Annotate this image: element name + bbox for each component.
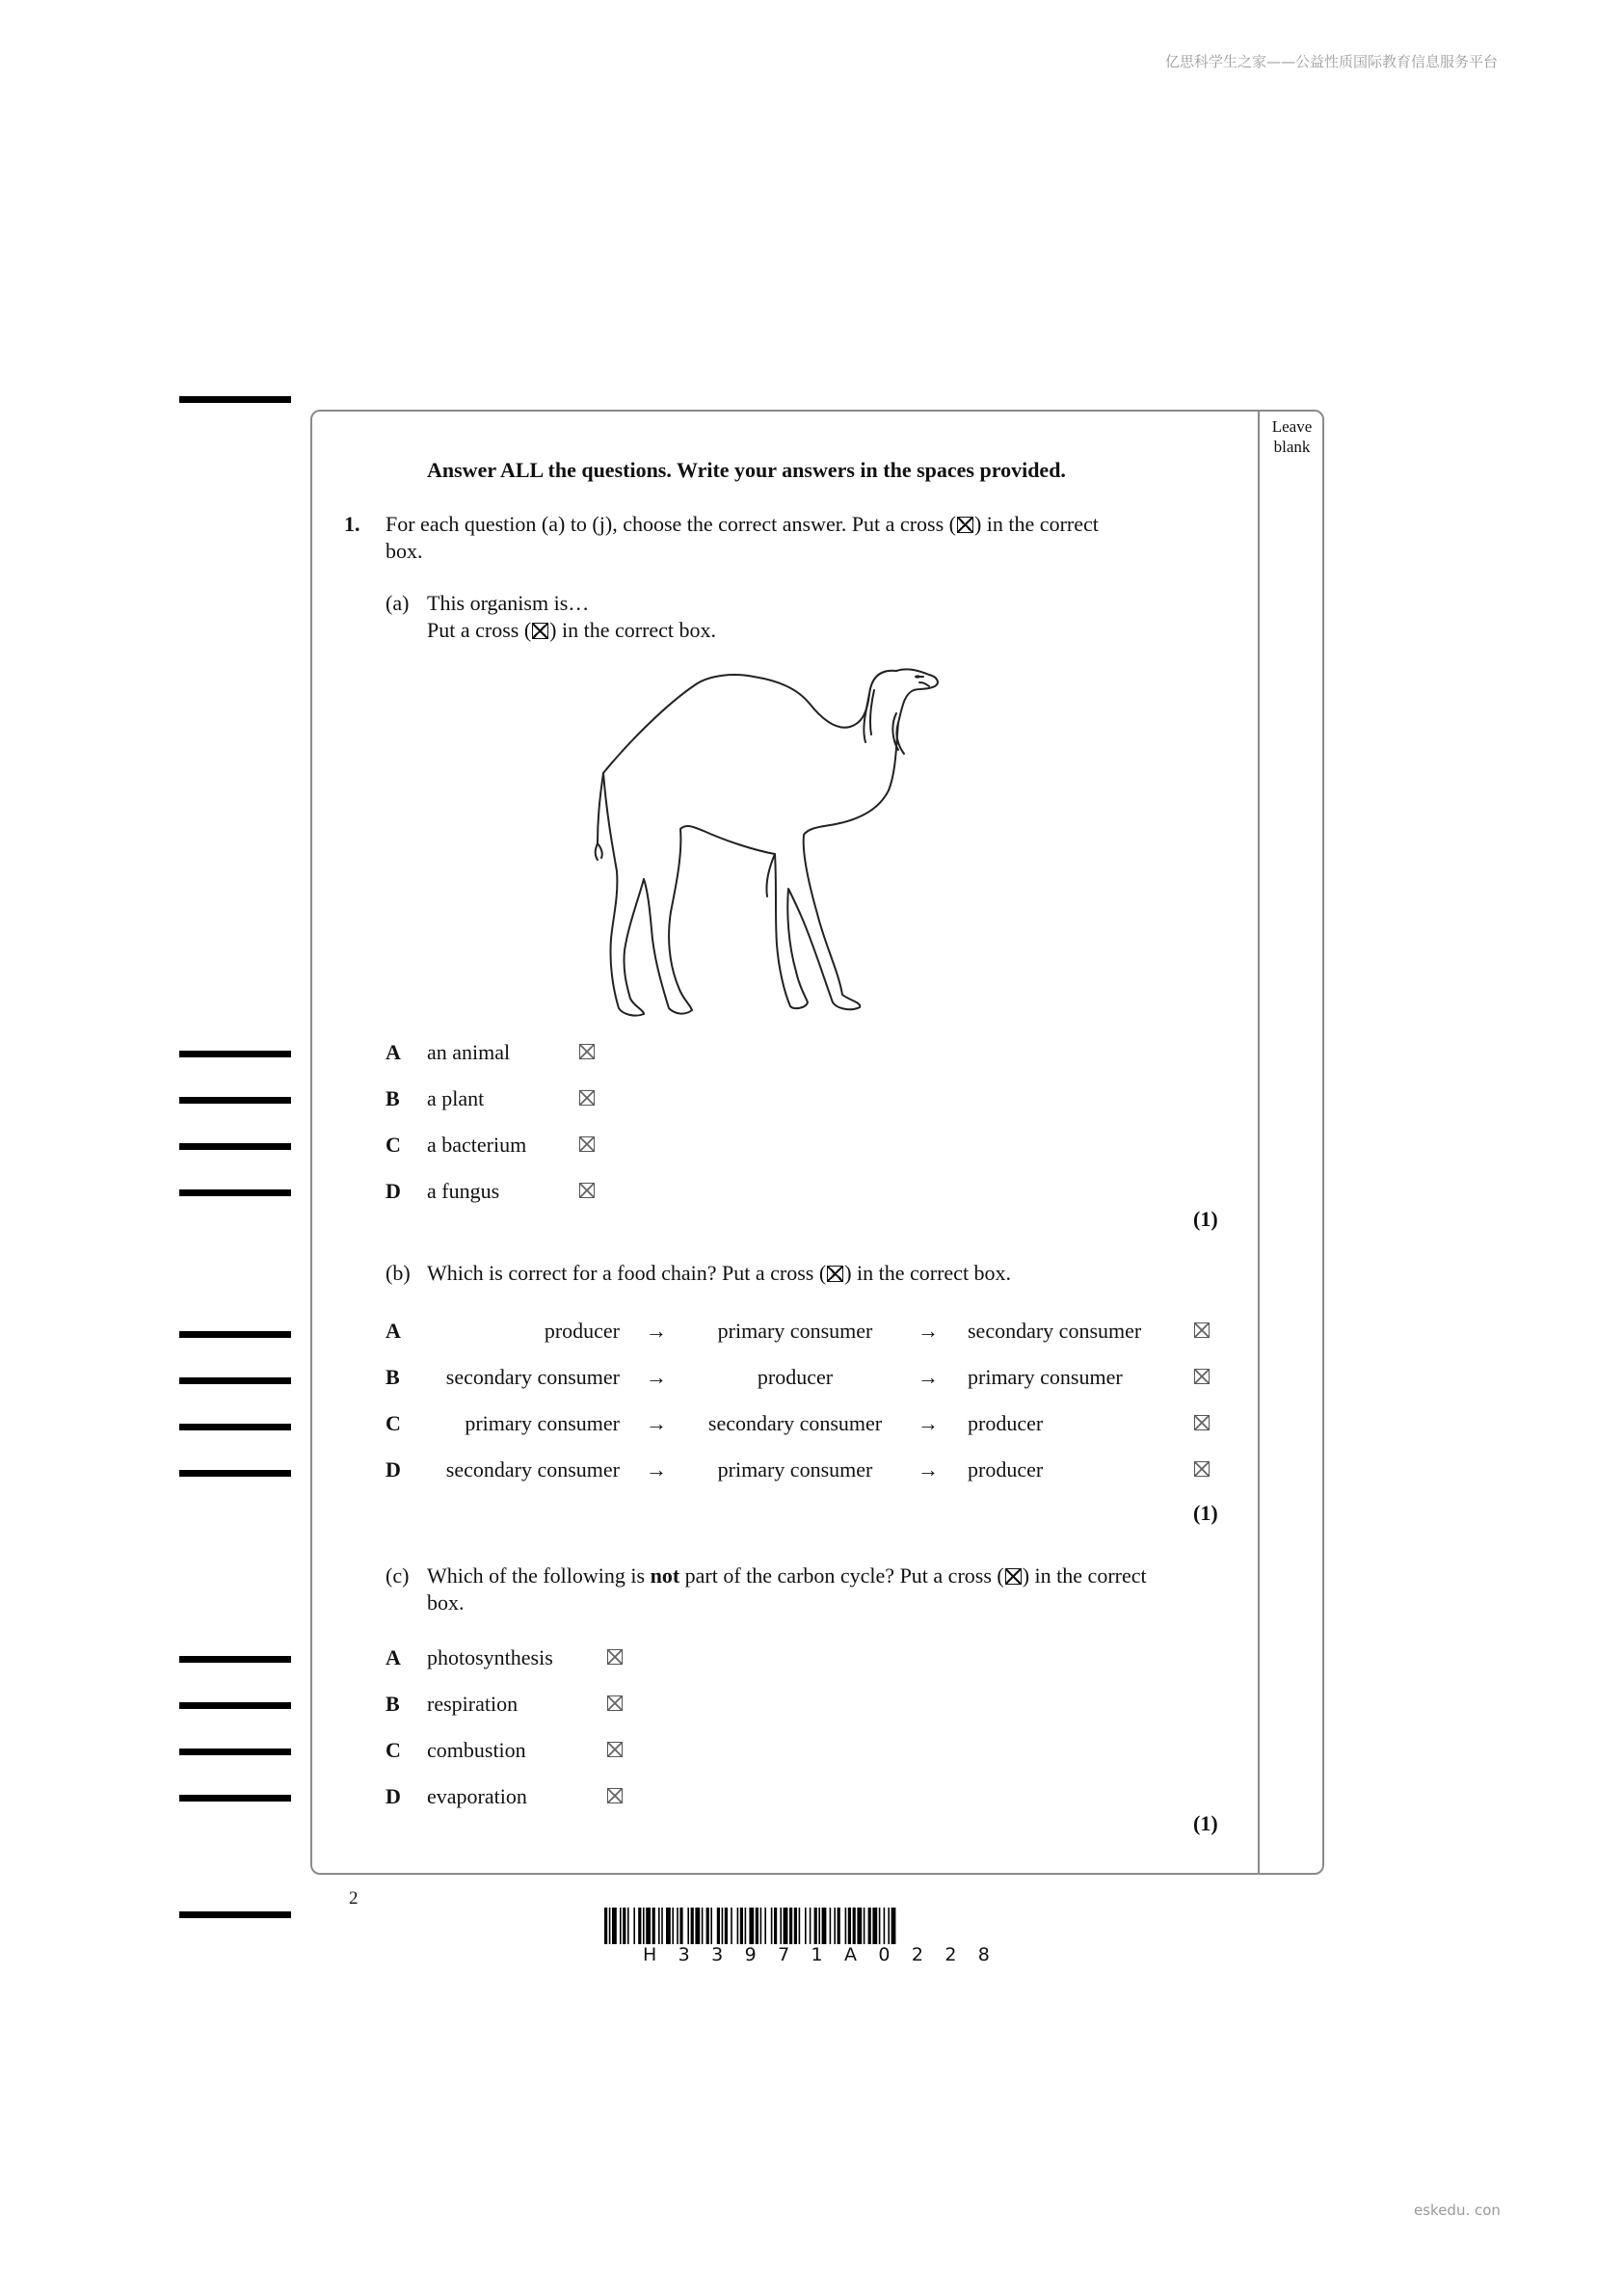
margin-tick <box>179 1424 291 1430</box>
part-c-label: (c) <box>386 1563 410 1588</box>
option-letter: A <box>386 1040 401 1064</box>
barcode-bar <box>764 1908 766 1944</box>
barcode-bar <box>643 1908 645 1944</box>
barcode-bar <box>814 1908 817 1944</box>
arrow-icon: → <box>646 1457 667 1482</box>
barcode-bar <box>658 1908 660 1944</box>
barcode-digits: H 3 3 9 7 1 A 0 2 2 8 <box>643 1944 990 1965</box>
barcode-bar <box>666 1908 671 1944</box>
barcode-bar <box>725 1908 728 1944</box>
barcode-bar <box>834 1908 836 1944</box>
chain-third: secondary consumer <box>968 1319 1142 1343</box>
barcode-bar <box>679 1908 682 1944</box>
barcode-bar <box>879 1908 881 1944</box>
barcode-bar <box>604 1908 607 1944</box>
barcode-bar <box>771 1908 773 1944</box>
option-letter: A <box>386 1645 401 1669</box>
barcode-bar <box>872 1908 877 1944</box>
marks: (1) <box>1193 1501 1218 1525</box>
option-text: photosynthesis <box>427 1645 553 1669</box>
arrow-icon: → <box>918 1365 939 1389</box>
barcode-bar <box>864 1908 865 1944</box>
answer-checkbox[interactable] <box>607 1695 623 1711</box>
margin-tick <box>179 1189 291 1196</box>
marks: (1) <box>1193 1207 1218 1231</box>
barcode <box>604 1908 1024 1944</box>
barcode-bar <box>722 1908 724 1944</box>
answer-checkbox[interactable] <box>579 1183 595 1198</box>
option-text: evaporation <box>427 1784 527 1808</box>
margin-tick <box>179 1470 291 1477</box>
option-letter: A <box>386 1319 401 1343</box>
barcode-bar <box>805 1908 807 1944</box>
answer-checkbox[interactable] <box>607 1649 623 1665</box>
barcode-bar <box>838 1908 840 1944</box>
barcode-bar <box>749 1908 754 1944</box>
margin-tick <box>179 1377 291 1384</box>
barcode-bar <box>891 1908 896 1944</box>
cross-box-icon <box>827 1266 843 1282</box>
part-a-label: (a) <box>386 591 410 615</box>
margin-tick <box>179 1051 291 1057</box>
leave-blank-label: Leave blank <box>1271 417 1313 456</box>
barcode-bar <box>737 1908 739 1944</box>
barcode-bar <box>661 1908 663 1944</box>
question-number: 1. <box>344 512 360 536</box>
barcode-bar <box>620 1908 622 1944</box>
answer-checkbox[interactable] <box>579 1136 595 1152</box>
option-text: combustion <box>427 1738 526 1762</box>
option-letter: C <box>386 1411 401 1435</box>
part-a-instruction: Put a cross ( ) in the correct box. <box>427 618 717 642</box>
barcode-bar <box>760 1908 762 1944</box>
option-text: a plant <box>427 1086 485 1110</box>
chain-first: primary consumer <box>465 1411 620 1435</box>
barcode-bar <box>848 1908 851 1944</box>
barcode-bar <box>695 1908 700 1944</box>
barcode-bar <box>740 1908 743 1944</box>
option-letter: C <box>386 1133 401 1157</box>
barcode-bar <box>857 1908 862 1944</box>
watermark-bottom: eskedu. con <box>1414 2202 1501 2219</box>
margin-tick <box>179 1656 291 1663</box>
camel-illustration <box>590 665 995 1018</box>
answer-checkbox[interactable] <box>1194 1461 1210 1477</box>
answer-checkbox[interactable] <box>579 1044 595 1059</box>
barcode-bar <box>884 1908 886 1944</box>
option-letter: C <box>386 1738 401 1762</box>
margin-tick <box>179 1097 291 1104</box>
margin-tick <box>179 1911 291 1918</box>
barcode-bar <box>818 1908 820 1944</box>
margin-tick <box>179 1331 291 1338</box>
arrow-icon: → <box>646 1365 667 1389</box>
margin-tick <box>179 1143 291 1150</box>
chain-first: secondary consumer <box>445 1457 620 1482</box>
leave-blank-divider <box>1258 410 1260 1875</box>
answer-checkbox[interactable] <box>1194 1369 1210 1384</box>
margin-tick <box>179 396 291 403</box>
answer-checkbox[interactable] <box>579 1090 595 1106</box>
barcode-bar <box>672 1908 674 1944</box>
part-b-label: (b) <box>386 1261 411 1285</box>
answer-checkbox[interactable] <box>607 1742 623 1757</box>
barcode-bar <box>756 1908 758 1944</box>
part-a-text: This organism is… <box>427 591 590 615</box>
option-text: a bacterium <box>427 1133 527 1157</box>
barcode-bar <box>830 1908 832 1944</box>
margin-tick <box>179 1749 291 1755</box>
arrow-icon: → <box>646 1411 667 1435</box>
barcode-bar <box>845 1908 847 1944</box>
barcode-bar <box>745 1908 747 1944</box>
barcode-bar <box>691 1908 694 1944</box>
chain-second: secondary consumer <box>707 1411 883 1435</box>
barcode-bar <box>822 1908 827 1944</box>
arrow-icon: → <box>918 1411 939 1435</box>
cross-box-icon <box>1005 1568 1022 1585</box>
cross-box-icon <box>957 517 973 533</box>
barcode-bar <box>638 1908 641 1944</box>
barcode-bar <box>646 1908 651 1944</box>
barcode-bar <box>702 1908 704 1944</box>
option-text: an animal <box>427 1040 511 1064</box>
margin-tick <box>179 1702 291 1709</box>
arrow-icon: → <box>646 1319 667 1343</box>
chain-third: primary consumer <box>968 1365 1123 1389</box>
cross-box-icon <box>532 623 548 639</box>
barcode-bar <box>794 1908 797 1944</box>
chain-third: producer <box>968 1411 1044 1435</box>
barcode-bar <box>853 1908 856 1944</box>
chain-second: producer <box>757 1365 834 1389</box>
margin-tick <box>179 1795 291 1802</box>
question-intro-line2: box. <box>386 539 423 563</box>
option-letter: B <box>386 1365 400 1389</box>
option-letter: D <box>386 1179 401 1203</box>
watermark-top: 亿思科学生之家——公益性质国际教育信息服务平台 <box>1164 53 1498 70</box>
chain-first: secondary consumer <box>445 1365 620 1389</box>
barcode-bar <box>717 1908 720 1944</box>
barcode-bar <box>731 1908 732 1944</box>
answer-checkbox[interactable] <box>607 1788 623 1803</box>
barcode-bar <box>710 1908 712 1944</box>
barcode-bar <box>627 1908 629 1944</box>
question-intro: For each question (a) to (j), choose the correct answer. Put a cross ( ) in the correct <box>386 512 1099 536</box>
chain-second: primary consumer <box>717 1457 873 1482</box>
answer-checkbox[interactable] <box>1194 1322 1210 1338</box>
answer-checkbox[interactable] <box>1194 1415 1210 1430</box>
barcode-bar <box>774 1908 777 1944</box>
barcode-bar <box>612 1908 617 1944</box>
barcode-bar <box>789 1908 792 1944</box>
part-c-text-line2: box. <box>427 1590 465 1615</box>
page-number: 2 <box>349 1888 359 1909</box>
barcode-bar <box>810 1908 812 1944</box>
barcode-bar <box>623 1908 625 1944</box>
barcode-bar <box>609 1908 611 1944</box>
part-c-text: Which of the following is not part of the carbon cycle? Put a cross ( ) in the correct <box>427 1563 1147 1588</box>
barcode-bar <box>784 1908 788 1944</box>
barcode-bar <box>652 1908 655 1944</box>
option-letter: D <box>386 1784 401 1808</box>
marks: (1) <box>1193 1811 1218 1835</box>
option-letter: D <box>386 1457 401 1482</box>
chain-third: producer <box>968 1457 1044 1482</box>
option-text: respiration <box>427 1692 519 1716</box>
option-letter: B <box>386 1692 400 1716</box>
barcode-bar <box>780 1908 782 1944</box>
instructions: Answer ALL the questions. Write your answers in the spaces provided. <box>427 458 1066 482</box>
barcode-bar <box>868 1908 871 1944</box>
barcode-bar <box>799 1908 801 1944</box>
barcode-bar <box>888 1908 890 1944</box>
barcode-bar <box>633 1908 635 1944</box>
option-text: a fungus <box>427 1179 500 1203</box>
part-b-text: Which is correct for a food chain? Put a cross ( ) in the correct box. <box>427 1261 1012 1285</box>
chain-second: primary consumer <box>717 1319 873 1343</box>
barcode-bar <box>687 1908 689 1944</box>
barcode-bar <box>706 1908 709 1944</box>
option-letter: B <box>386 1086 400 1110</box>
chain-first: producer <box>544 1319 620 1343</box>
barcode-bar <box>677 1908 678 1944</box>
arrow-icon: → <box>918 1457 939 1482</box>
arrow-icon: → <box>918 1319 939 1343</box>
